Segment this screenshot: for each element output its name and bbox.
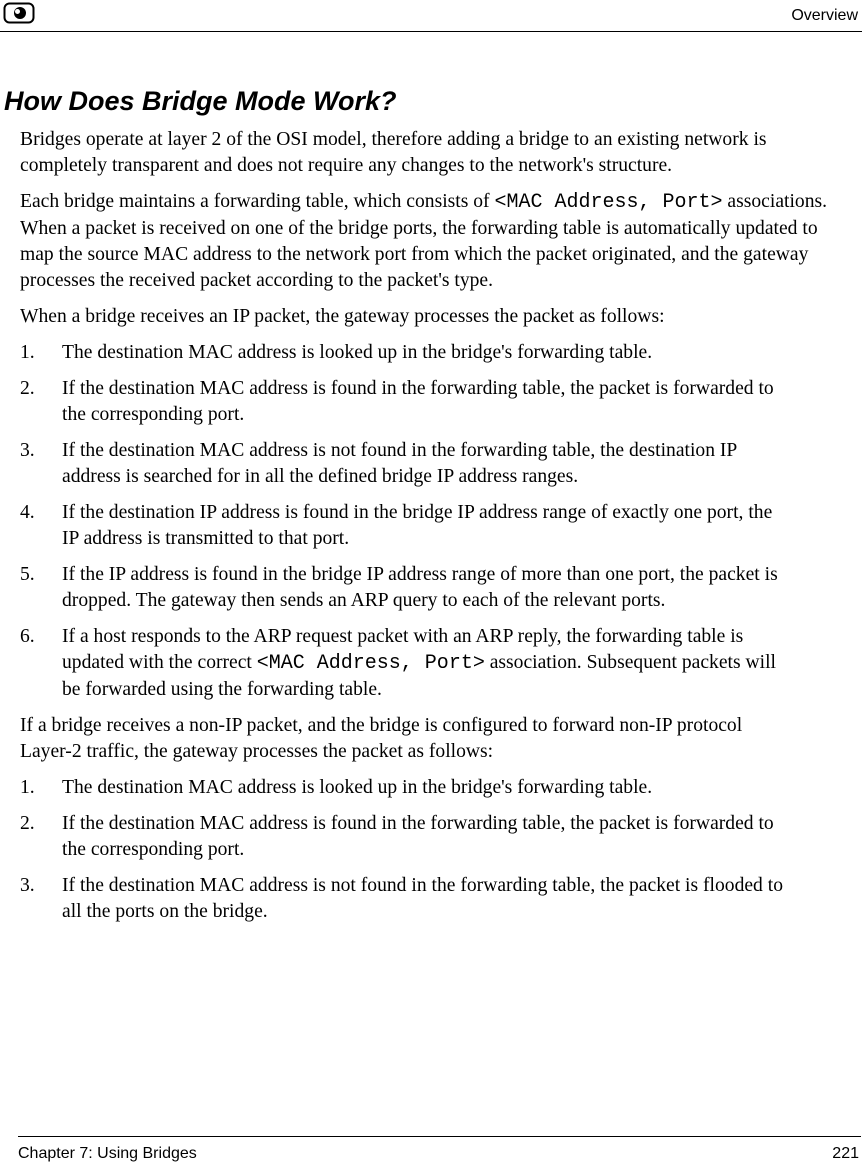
step-number: 2. (20, 813, 35, 834)
ip-packet-intro: When a bridge receives an IP packet, the gateway processes the packet as follows: (20, 306, 665, 327)
step-text: The destination MAC address is looked up in the bridge's forwarding table. (62, 777, 653, 798)
page-number: 221 (832, 1145, 859, 1162)
list-item (20, 438, 762, 490)
list-item (20, 376, 790, 428)
list-item (20, 775, 790, 801)
mac-port-code: <MAC Address, Port> (494, 191, 723, 214)
step-text: If the IP address is found in the bridge IP address range of more than one port, the packet is dropped. The gateway then sends an ARP query to each of the relevant ports. (62, 564, 778, 611)
step-text: If the destination MAC address is not found in the forwarding table, the packet is flooded to all the ports on the bridge. (62, 875, 783, 922)
forwarding-text-before: Each bridge maintains a forwarding table, which consists of (20, 191, 495, 212)
intro-paragraph: Bridges operate at layer 2 of the OSI model, therefore adding a bridge to an existing network is completely transparent and does not require any changes to the network's structure. (20, 129, 767, 176)
chapter-label: Chapter 7: Using Bridges (18, 1145, 197, 1162)
step-text: The destination MAC address is looked up in the bridge's forwarding table. (62, 342, 653, 363)
page-title: How Does Bridge Mode Work? (4, 86, 397, 116)
ip-steps-list (20, 340, 790, 703)
list-item (20, 873, 790, 925)
forwarding-text-after: associations. When a packet is received on one of the bridge ports, the forwarding table is automatically updated to map the source MAC address to the network port from which the packet originated, and the gateway processes the received packet according to the packet's type. (20, 191, 828, 291)
step-text: If the destination MAC address is found in the forwarding table, the packet is forwarded to the corresponding port. (62, 813, 774, 860)
non-ip-steps-list (20, 775, 790, 925)
step-text: If the destination IP address is found in the bridge IP address range of exactly one port, the IP address is transmitted to that port. (62, 502, 773, 549)
step-text-after: association. Subsequent packets will be forwarded using the forwarding table. (62, 652, 776, 700)
step-number: 1. (20, 342, 35, 363)
step-number: 1. (20, 777, 35, 798)
list-item (20, 811, 790, 863)
list-item (20, 624, 790, 703)
step-number: 3. (20, 875, 35, 896)
chat-bubble-logo-icon (3, 2, 35, 24)
non-ip-packet-intro: If a bridge receives a non-IP packet, and the bridge is configured to forward non-IP protocol Layer-2 traffic, the gateway processes the packet as follows: (20, 715, 743, 762)
step-number: 3. (20, 440, 35, 461)
step-text: If the destination MAC address is not found in the forwarding table, the destination IP address is searched for in all the defined bridge IP address ranges. (62, 440, 737, 487)
header-section-title: Overview (791, 7, 858, 24)
step-number: 5. (20, 564, 35, 585)
document-body (20, 127, 856, 935)
mac-port-code: <MAC Address, Port> (256, 652, 485, 675)
step-text: If the destination MAC address is found in the forwarding table, the packet is forwarded to the corresponding port. (62, 378, 774, 425)
list-item (20, 500, 790, 552)
step-text-before: If a host responds to the ARP request packet with an ARP reply, the forwarding table is updated with the correct (62, 626, 744, 673)
step-number: 6. (20, 626, 35, 647)
page-header (0, 0, 862, 32)
list-item (20, 562, 807, 614)
step-number: 4. (20, 502, 35, 523)
forwarding-table-paragraph (20, 189, 856, 294)
step-number: 2. (20, 378, 35, 399)
page-footer (18, 1136, 861, 1162)
list-item (20, 340, 790, 366)
